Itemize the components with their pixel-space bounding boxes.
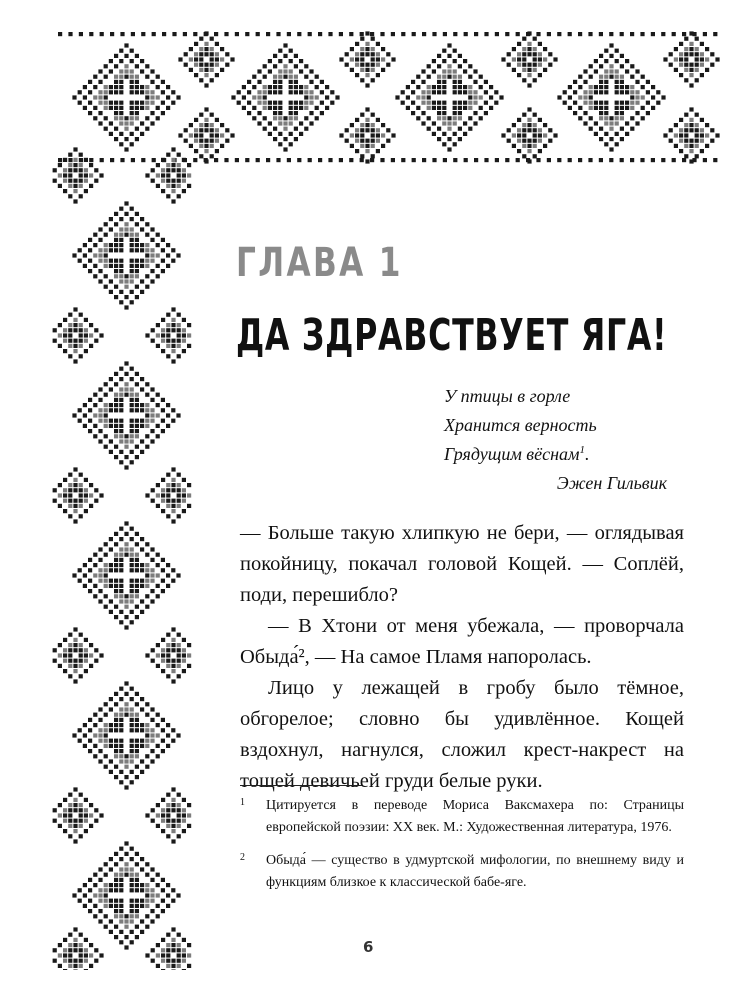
footnote (240, 795, 684, 839)
epigraph-author: Эжен Гильвик (556, 473, 667, 493)
page-number: 6 (363, 938, 374, 956)
paragraph: Лицо у лежащей в гробу было тёмное, обгорелое; словно бы удивлённое. Кощей вздохнул, нагнулся, сложил крест-накрест на тощей девичьей груди белые руки. (240, 677, 684, 792)
footnote-text: Обыда́ — существо в удмуртской мифологии, по внешнему виду и функциям близкое к классической бабе-яге. (266, 853, 684, 890)
footnote-ref[interactable]: 1 (579, 444, 586, 456)
epigraph (420, 382, 670, 498)
footnote-number: 1 (240, 797, 245, 808)
footnotes (240, 795, 684, 905)
left-ornament-border (52, 30, 192, 970)
chapter-label: ГЛАВА 1 (236, 240, 403, 286)
footnote-number: 2 (240, 852, 245, 863)
epigraph-line: Хранится верность (444, 415, 597, 435)
epigraph-line: У птицы в горле (444, 386, 571, 406)
chapter-title: ДА ЗДРАВСТВУЕТ ЯГА! (236, 310, 668, 361)
epigraph-line: Грядущим вёснам$^1$. (444, 444, 590, 464)
footnote (240, 850, 684, 894)
paragraph: — В Хтони от меня убежала, — проворчала Обыда́², — На самое Пламя напоролась. (240, 615, 684, 668)
paragraph: — Больше такую хлипкую не бери, — оглядывая покойницу, покачал головой Кощей. — Соплёй, поди, перешибло? (240, 522, 684, 606)
footnote-text: Цитируется в переводе Мориса Ваксмахера по: Страницы европейской поэзии: XX век. М.: Художественная литература, 1976. (266, 798, 684, 835)
footnote-divider (240, 785, 362, 786)
body-text (240, 518, 684, 797)
